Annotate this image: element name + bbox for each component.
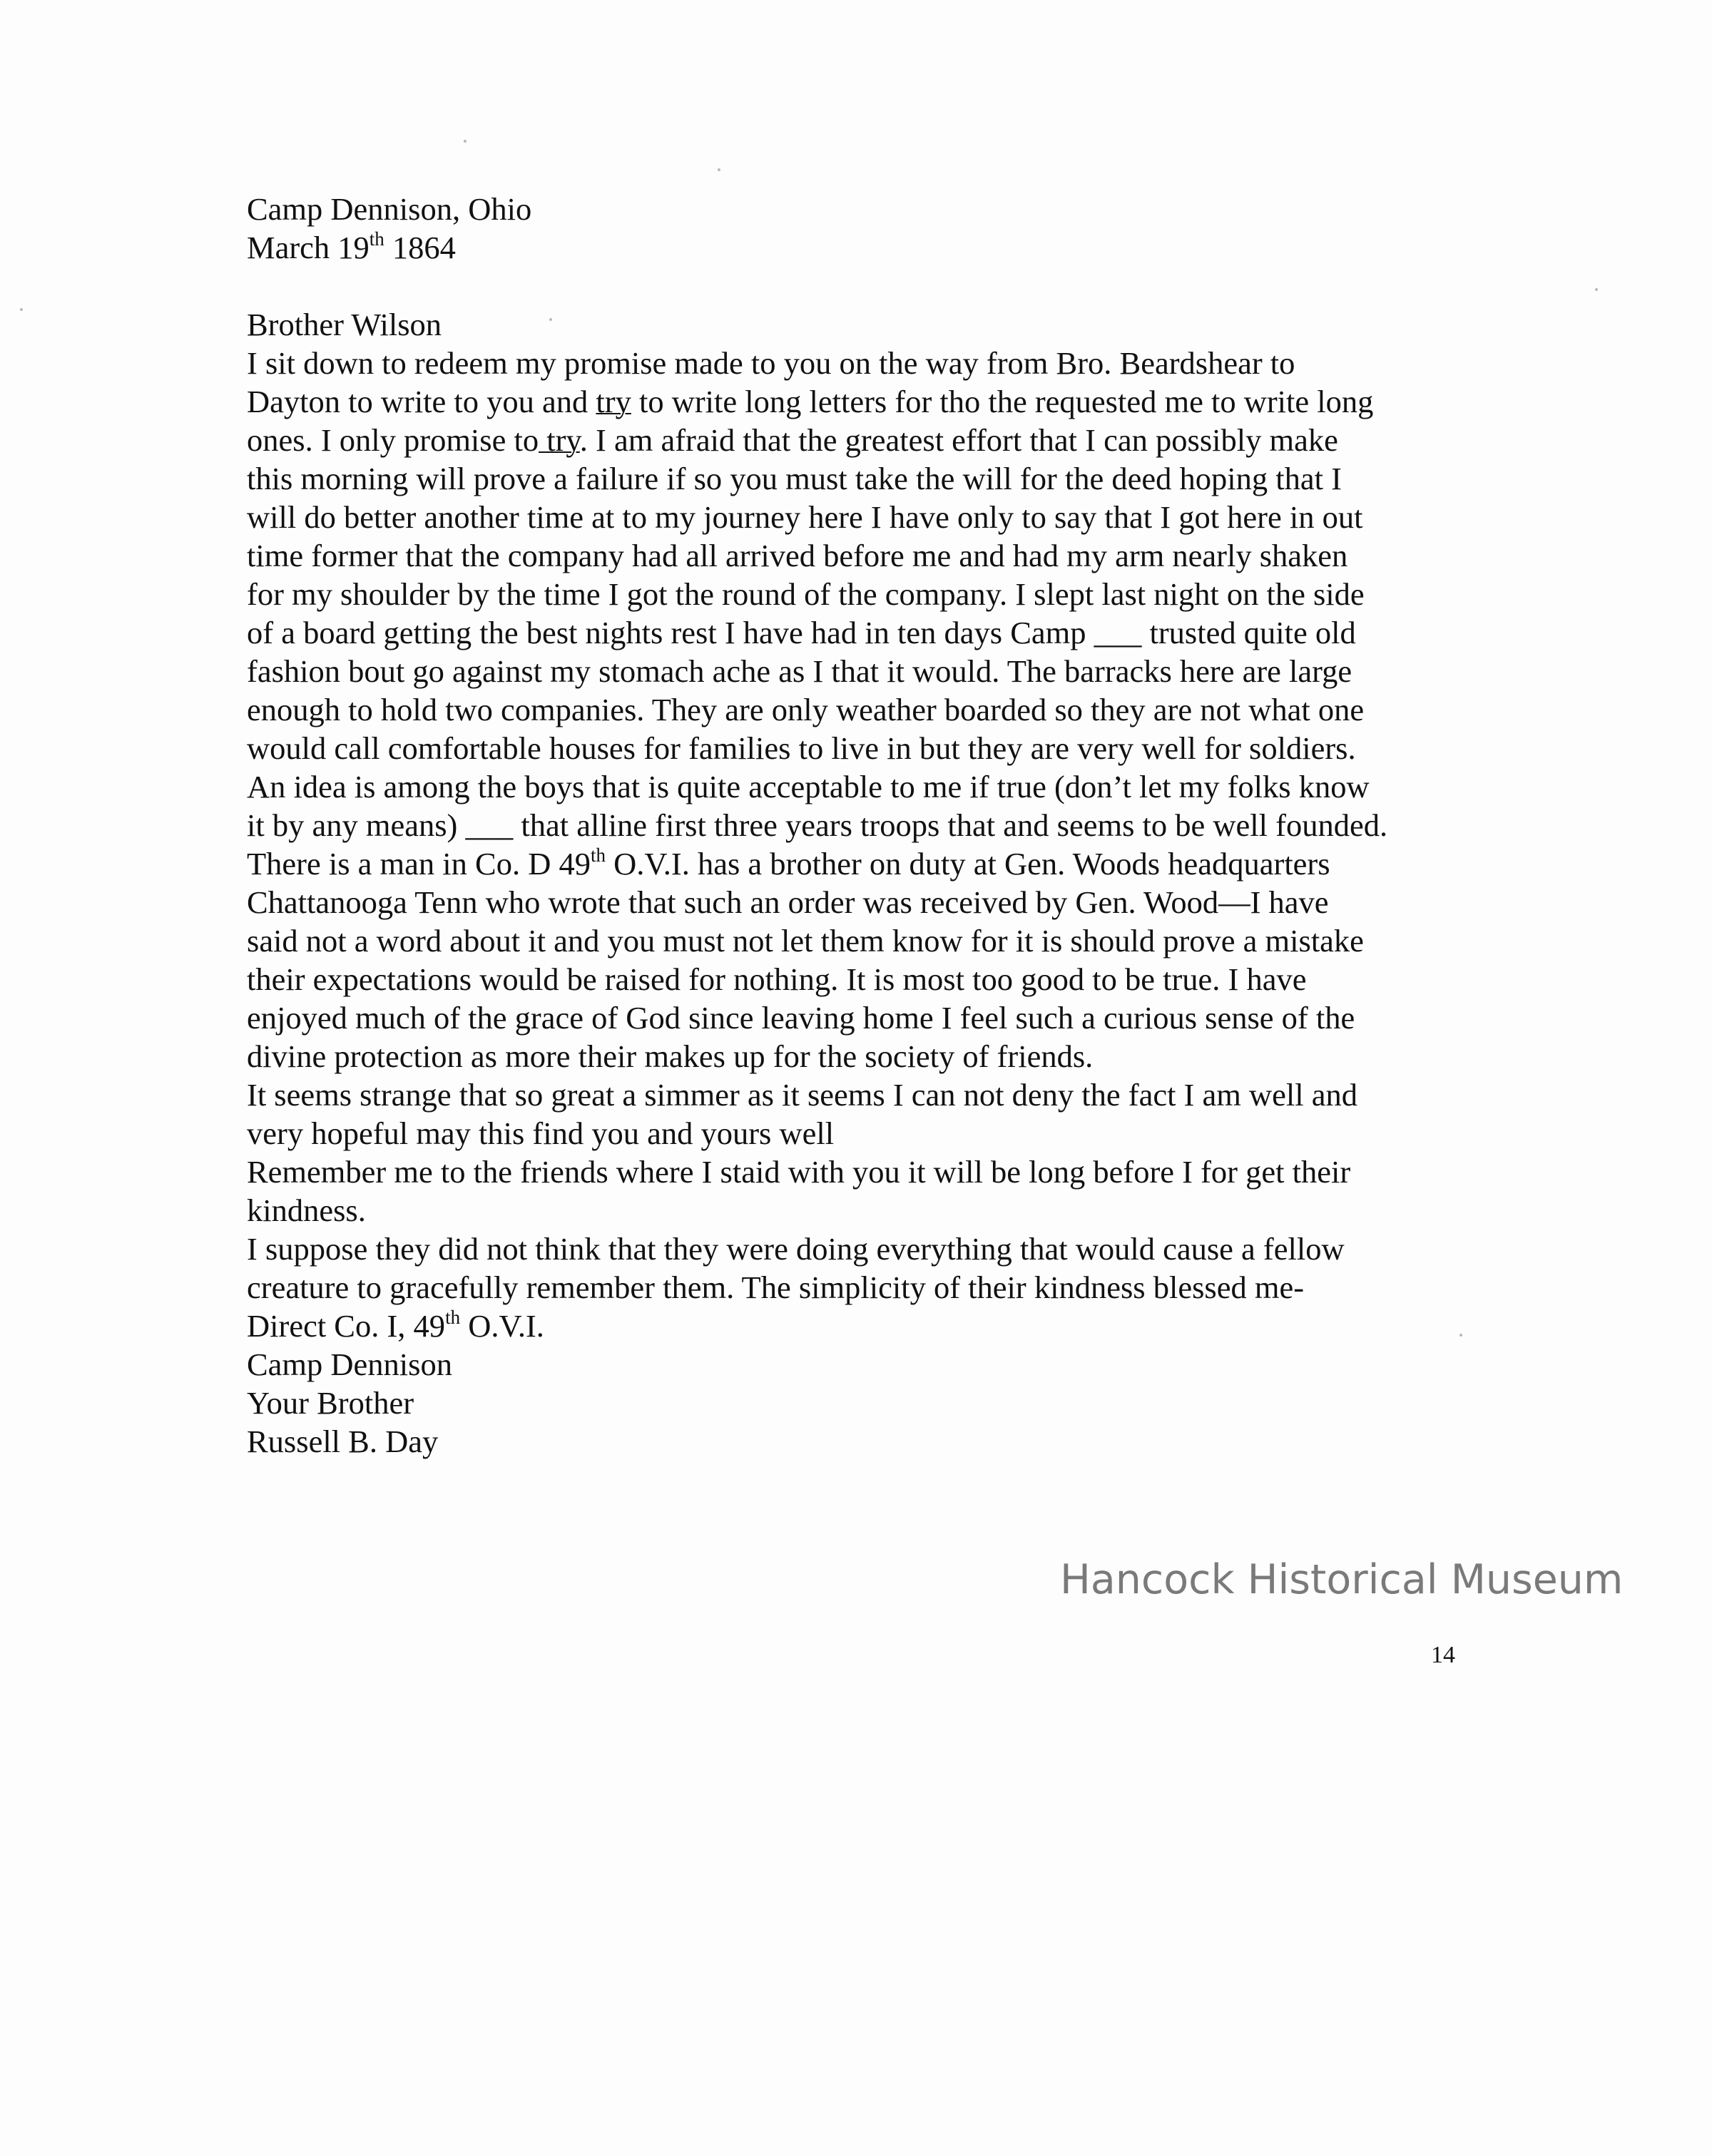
- direct-address: [247, 1307, 1502, 1345]
- body-line: this morning will prove a failure if so you must take the will for the deed hoping that I: [247, 461, 1342, 496]
- body-line: [247, 382, 1502, 421]
- museum-watermark: Hancock Historical Museum: [1060, 1556, 1624, 1603]
- body-line: would call comfortable houses for families to live in but they are very well for soldiers.: [247, 730, 1356, 766]
- letter-place: Camp Dennison, Ohio: [247, 191, 532, 227]
- body-line: kindness.: [247, 1192, 366, 1228]
- body-text: There is a man in Co. D 49: [247, 846, 591, 882]
- body-text: Direct Co. I, 49: [247, 1308, 446, 1344]
- scan-speck: [718, 168, 720, 171]
- body-text: O.V.I. has a brother on duty at Gen. Woods headquarters: [606, 846, 1330, 882]
- body-line: will do better another time at to my journey here I have only to say that I got here in out: [247, 499, 1363, 535]
- body-line: I sit down to redeem my promise made to you on the way from Bro. Beardshear to: [247, 345, 1295, 381]
- illegible-blank: ___: [1094, 615, 1142, 650]
- letter-date: [247, 228, 1502, 267]
- body-line: said not a word about it and you must not let them know for it is should prove a mistake: [247, 923, 1364, 959]
- body-line: [247, 806, 1502, 844]
- body-text: O.V.I.: [460, 1308, 544, 1344]
- body-line: Chattanooga Tenn who wrote that such an order was received by Gen. Wood—I have: [247, 884, 1329, 920]
- scan-speck: [1595, 288, 1598, 291]
- date-year: 1864: [384, 230, 456, 265]
- page-number: 14: [1431, 1642, 1455, 1668]
- ordinal-suffix: th: [445, 1307, 461, 1328]
- body-text: . I am afraid that the greatest effort that I can possibly make: [579, 422, 1338, 458]
- body-text: trusted quite old: [1141, 615, 1356, 650]
- scan-speck: [464, 140, 467, 143]
- body-text: it by any means): [247, 807, 466, 843]
- body-text: to write long letters for tho the requested me to write long: [631, 384, 1374, 419]
- letter-body: [247, 190, 1502, 1461]
- closing-phrase: Your Brother: [247, 1385, 414, 1421]
- body-line: creature to gracefully remember them. The simplicity of their kindness blessed me-: [247, 1269, 1305, 1305]
- body-line: [247, 613, 1502, 652]
- letter-salutation: Brother Wilson: [247, 307, 442, 342]
- blank-line: [247, 267, 1502, 305]
- body-line: I suppose they did not think that they were doing everything that would cause a fellow: [247, 1231, 1345, 1267]
- illegible-blank: ___: [465, 807, 514, 843]
- underlined-word: try: [596, 384, 631, 419]
- ordinal-suffix: th: [590, 844, 606, 866]
- date-ordinal: th: [369, 228, 384, 250]
- body-line: It seems strange that so great a simmer as it seems I can not deny the fact I am well and: [247, 1077, 1357, 1113]
- body-line: for my shoulder by the time I got the round of the company. I slept last night on the side: [247, 576, 1365, 612]
- body-text: of a board getting the best nights rest I have had in ten days Camp: [247, 615, 1094, 650]
- date-month-day: March 19: [247, 230, 370, 265]
- body-line: very hopeful may this find you and yours well: [247, 1115, 835, 1151]
- body-text: Dayton to write to you and: [247, 384, 596, 419]
- body-line: [247, 421, 1502, 459]
- body-line: enough to hold two companies. They are only weather boarded so they are not what one: [247, 692, 1365, 727]
- scan-speck: [20, 308, 23, 311]
- closing-place: Camp Dennison: [247, 1347, 452, 1382]
- body-text: that alline first three years troops that and seems to be well founded.: [513, 807, 1388, 843]
- body-line: An idea is among the boys that is quite acceptable to me if true (don’t let my folks know: [247, 769, 1370, 804]
- body-text: ones. I only promise to: [247, 422, 539, 458]
- underlined-word: try: [539, 422, 580, 458]
- signature-name: Russell B. Day: [247, 1424, 439, 1459]
- body-line: divine protection as more their makes up for the society of friends.: [247, 1038, 1094, 1074]
- body-line: fashion bout go against my stomach ache as I that it would. The barracks here are large: [247, 653, 1352, 689]
- body-line: Remember me to the friends where I staid with you it will be long before I for get their: [247, 1154, 1351, 1190]
- body-line: their expectations would be raised for nothing. It is most too good to be true. I have: [247, 961, 1307, 997]
- body-line: enjoyed much of the grace of God since leaving home I feel such a curious sense of the: [247, 1000, 1355, 1036]
- body-line: [247, 844, 1502, 883]
- body-line: time former that the company had all arrived before me and had my arm nearly shaken: [247, 538, 1348, 573]
